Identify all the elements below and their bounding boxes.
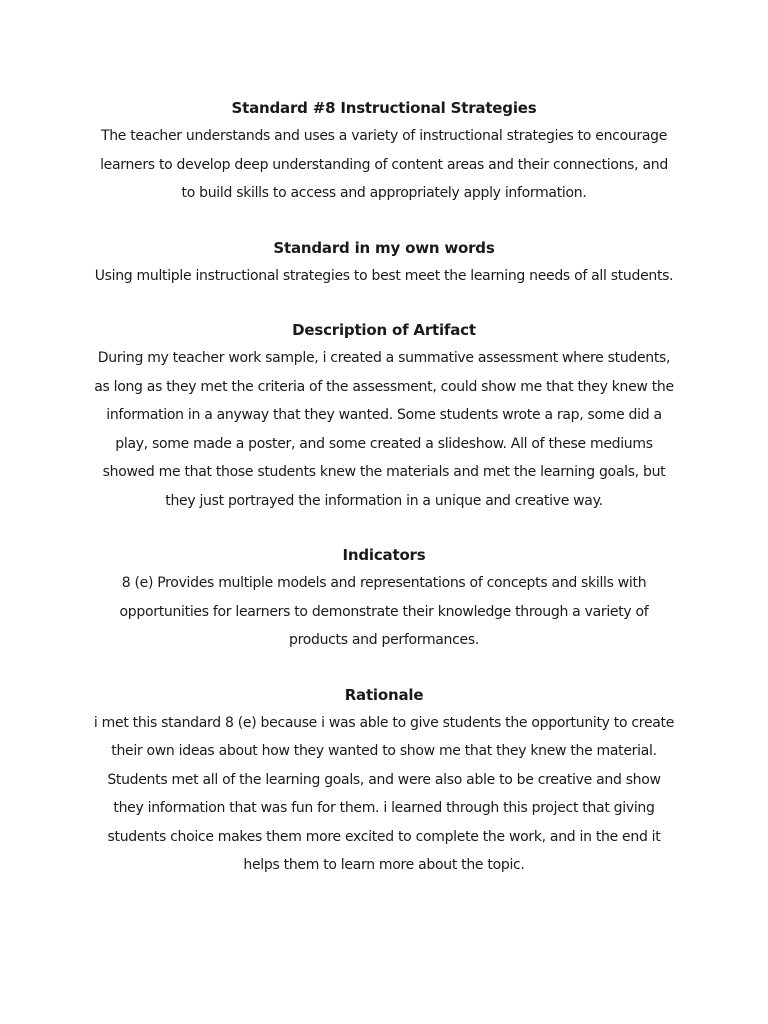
section-rationale (92, 681, 676, 880)
section-body-indicators: 8 (e) Provides multiple models and representations of concepts and skills with opportunities for learners to demonstrate their knowledge through a variety of products and performances. (119, 575, 649, 648)
section-body-rationale: i met this standard 8 (e) because i was able to give students the opportunity to create their own ideas about how they wanted to show me that they knew the material. Students met all of the learning goals, and were also able to be creative and show they information that was fun for them. i learned through this project that giving students choice makes them more excited to complete the work, and in the end it helps them to learn more about the topic. (93, 714, 675, 873)
section-own-words (92, 234, 676, 291)
section-heading-own-words: Standard in my own words (273, 238, 495, 257)
section-heading-standard: Standard #8 Instructional Strategies (231, 99, 537, 117)
section-indicators (92, 541, 676, 655)
section-body-own-words: Using multiple instructional strategies to best meet the learning needs of all students. (94, 267, 674, 284)
section-heading-artifact: Description of Artifact (292, 321, 476, 339)
section-body-artifact: During my teacher work sample, i created a summative assessment where students, as long as they met the criteria of the assessment, could show me that they knew the information in a anyway that they wanted. Some students wrote a rap, some did a play, some made a poster, and some created a slideshow. All of these mediums showed me that those students knew the materials and met the learning goals, but they just portrayed the information in a unique and creative way. (94, 350, 674, 509)
section-heading-rationale: Rationale (344, 685, 424, 704)
section-artifact (92, 316, 676, 515)
section-standard (92, 94, 676, 208)
section-body-standard: The teacher understands and uses a variety of instructional strategies to encourage learners to develop deep understanding of content areas and their connections, and to build skills to access and appropriately apply information. (100, 128, 668, 201)
document-content (92, 94, 676, 906)
section-heading-indicators: Indicators (342, 546, 426, 564)
